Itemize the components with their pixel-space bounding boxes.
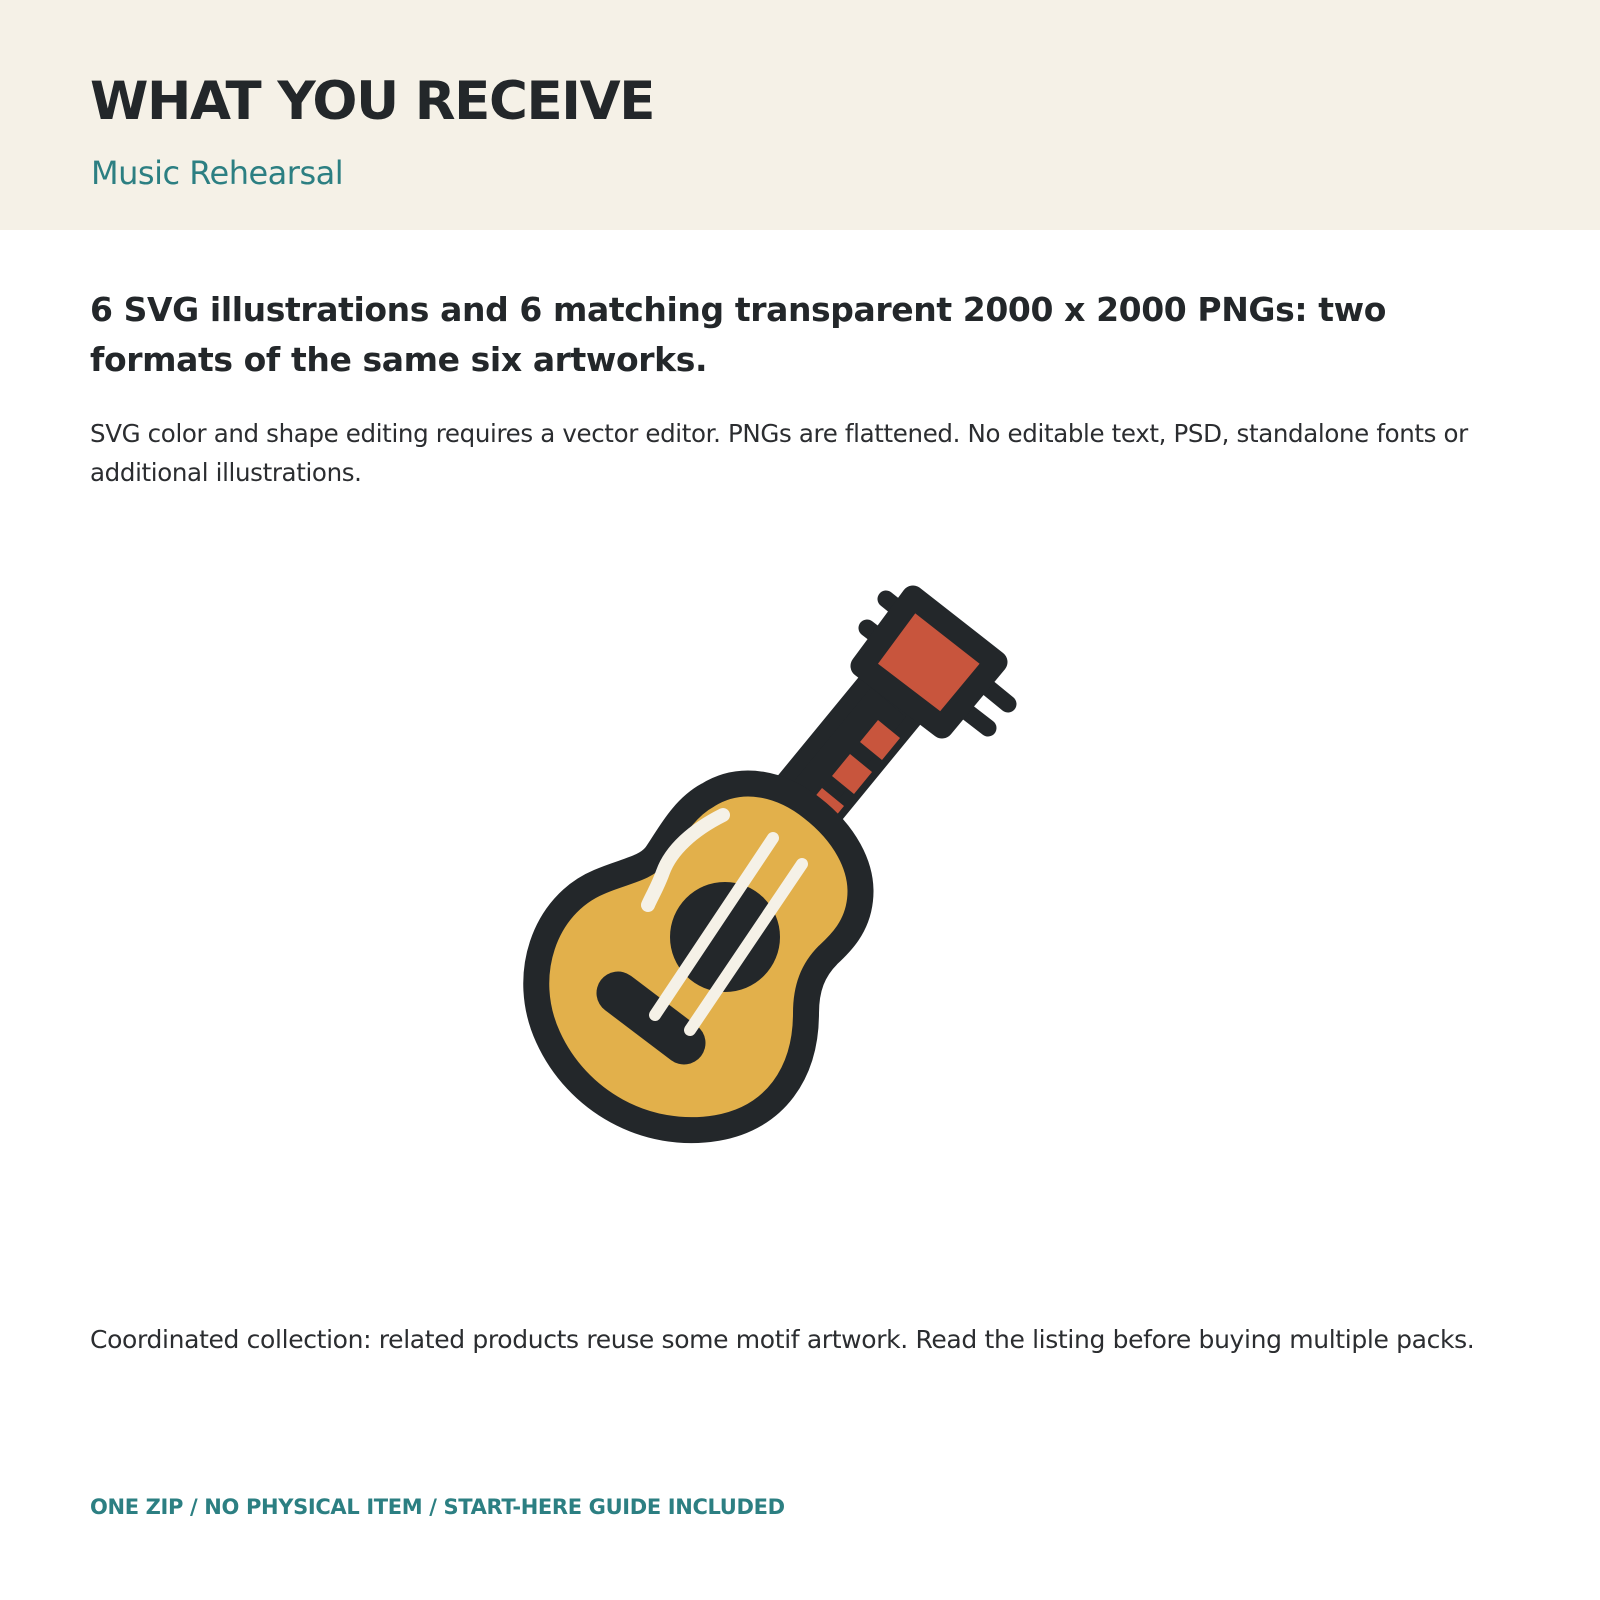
product-description: SVG color and shape editing requires a vector editor. PNGs are flattened. No editable text, PSD, standalone fonts or additional illustrations. xyxy=(90,419,1468,487)
collection-note: Coordinated collection: related products reuse some motif artwork. Read the listing before buying multiple packs. xyxy=(90,1325,1475,1354)
acoustic-guitar-illustration xyxy=(520,580,1060,1160)
product-headline: 6 SVG illustrations and 6 matching transparent 2000 x 2000 PNGs: two formats of the same six artworks. xyxy=(90,290,1386,379)
acoustic-guitar-icon xyxy=(520,580,1060,1160)
tuning-peg xyxy=(966,711,988,728)
page-title: WHAT YOU RECEIVE xyxy=(90,71,655,132)
header-panel xyxy=(0,0,1600,230)
tuning-peg xyxy=(986,686,1008,704)
delivery-note: ONE ZIP / NO PHYSICAL ITEM / START-HERE GUIDE INCLUDED xyxy=(90,1495,785,1519)
page-subtitle: Music Rehearsal xyxy=(91,154,344,192)
